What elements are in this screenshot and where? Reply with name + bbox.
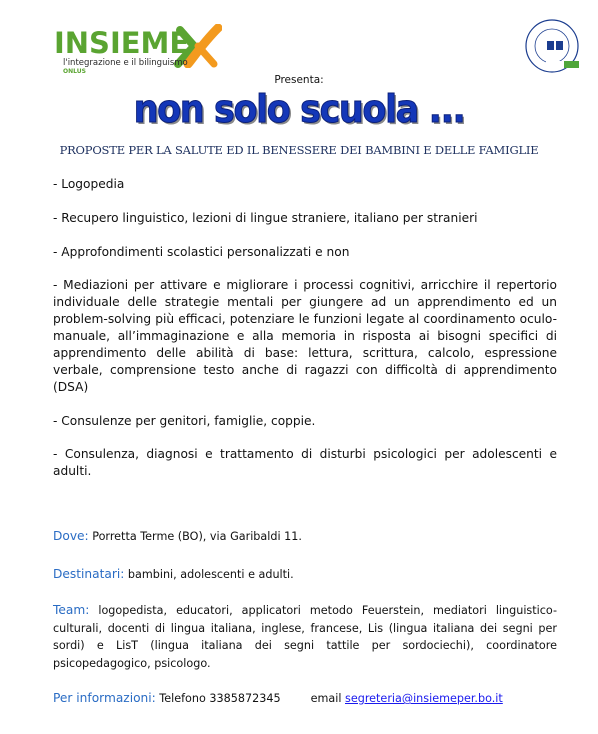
- list-item: - Recupero linguistico, lezioni di lingue straniere, italiano per stranieri: [53, 210, 478, 225]
- list-item: - Consulenza, diagnosi e trattamento di disturbi psicologici per adolescenti e adulti.: [53, 447, 557, 479]
- team-label: Team:: [53, 603, 90, 617]
- email-link[interactable]: segreteria@insiemeper.bo.it: [345, 692, 503, 705]
- page-title: non solo scuola ...: [133, 87, 465, 131]
- logo-tagline: l'integrazione e il bilinguismo: [63, 58, 188, 68]
- destinatari-value: bambini, adolescenti e adulti.: [124, 568, 294, 581]
- location-line: [53, 528, 557, 546]
- target-line: [53, 566, 557, 584]
- contact-line: [53, 690, 557, 708]
- logo-onlus: ONLUS: [63, 68, 86, 75]
- destinatari-label: Destinatari:: [53, 567, 125, 581]
- dove-value: Porretta Terme (BO), via Garibaldi 11.: [88, 530, 302, 543]
- team-value: logopedista, educatori, applicatori metodo Feuerstein, mediatori linguistico-culturali, docenti di lingua italiana, inglese, francese, Lis (lingua italiana dei segni per sordi) e LisT (lingua italiana dei segni tattile per sordociechi), coordinatore psicopedagogico, psicologo.: [53, 604, 557, 670]
- presenta-label: Presenta:: [274, 74, 324, 86]
- email-label: email: [310, 692, 345, 705]
- list-item: - Logopedia: [53, 177, 125, 191]
- dove-label: Dove:: [53, 529, 89, 543]
- certification-badge-icon: [522, 14, 586, 78]
- page-subtitle: PROPOSTE PER LA SALUTE ED IL BENESSERE DEI BAMBINI E DELLE FAMIGLIE: [59, 143, 539, 157]
- insiemex-logo: [54, 24, 204, 78]
- team-paragraph: [53, 602, 557, 672]
- list-item: - Approfondimenti scolastici personalizzati e non: [53, 244, 350, 259]
- list-item: - Mediazioni per attivare e migliorare i processi cognitivi, arricchire il repertorio individuale delle strategie mentali per giungere ad un apprendimento ed un problem-solving più efficaci, potenziare le funzioni legate al coordinamento oculo-manuale, all’immaginazione e alla memoria in risposta ai bisogni specifici di apprendimento delle abilità di base: lettura, scrittura, calcolo, espressione verbale, comprensione testo anche di ragazzi con difficoltà di apprendimento (DSA): [53, 278, 557, 394]
- phone-text: Telefono 3385872345: [155, 692, 281, 705]
- contact-label: Per informazioni:: [53, 691, 156, 705]
- services-list: [53, 176, 557, 497]
- list-item: - Consulenze per genitori, famiglie, coppie.: [53, 413, 316, 428]
- logo-wordmark: INSIEME: [54, 26, 190, 60]
